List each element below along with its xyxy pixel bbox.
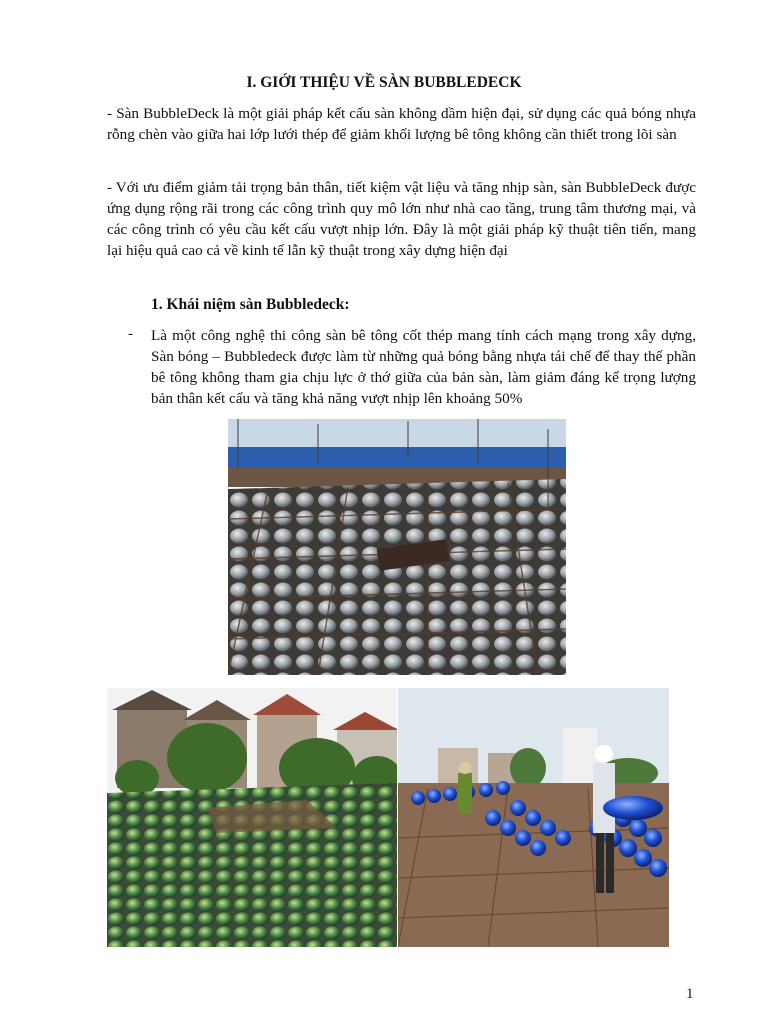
photo-green-bubbles-site <box>107 688 397 947</box>
section-heading: 1. Khái niệm sàn Bubbledeck: <box>151 296 350 313</box>
photo-bubbledeck-rebar-grid <box>228 419 566 675</box>
intro-paragraph-1: - Sàn BubbleDeck là một giải pháp kết cấu sàn không dầm hiện đại, sử dụng các quả bóng nhựa rỗng chèn vào giữa hai lớp lưới thép để giảm khối lượng bê tông không cần thiết trong lõi sàn <box>107 105 696 143</box>
photo-blue-bubbles-workers <box>398 688 669 947</box>
bullet-paragraph: Là một công nghệ thi công sàn bê tông cốt thép mang tính cách mạng trong xây dựng, Sàn bóng – Bubbledeck được làm từ những quả bóng bằng nhựa tái chế để thay thế phần bê tông không tham gia chịu lực ở thớ giữa của bản sàn, làm giảm đáng kể trọng lượng bản thân kết cấu và tăng khả năng vượt nhịp lên khoảng 50% <box>151 327 696 407</box>
page-number: 1 <box>686 986 694 1002</box>
photo3-illustration <box>398 688 669 947</box>
bullet-marker: - <box>128 325 134 342</box>
page-title: I. GIỚI THIỆU VỀ SÀN BUBBLEDECK <box>246 74 522 91</box>
bubble-field <box>228 479 566 675</box>
intro-paragraph-2: - Với ưu điểm giảm tải trọng bản thân, tiết kiệm vật liệu và tăng nhịp sàn, sàn BubbleDeck được ứng dụng rộng rãi trong các công trình quy mô lớn như nhà cao tầng, trung tâm thương mại, và các công trình có yêu cầu kết cấu vượt nhịp lớn. Đây là một giải pháp kỹ thuật tiên tiến, mang lại hiệu quả cao cả về kinh tế lẫn kỹ thuật trong xây dựng hiện đại <box>107 179 696 259</box>
photo2-illustration <box>107 688 397 947</box>
photo1-illustration <box>228 419 566 675</box>
